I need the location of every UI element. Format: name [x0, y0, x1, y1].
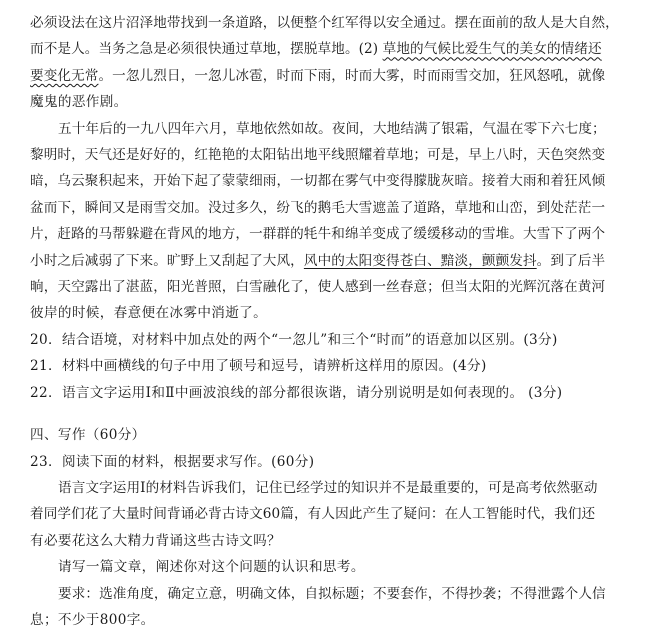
requirements-line: 息；不少于800字。: [30, 611, 155, 628]
question-21: 21．材料中画横线的句子中用了顿号和逗号，请辨析这样用的原因。(4分): [30, 358, 487, 375]
section-heading-writing: 四、写作（60分）: [30, 427, 146, 444]
material-line: 着同学们花了大量时间背诵必背古诗文60篇，有人因此产生了疑问：在人工智能时代，我们还: [30, 506, 596, 523]
passage-line: 暗，乌云聚积起来，开始下起了蒙蒙细雨，一切都在雾气中变得朦胧灰暗。接着大雨和着狂风倾: [30, 173, 606, 190]
passage-line: 片，赶路的马帮躲避在背风的地方，一群群的牦牛和绵羊变成了缓缓移动的雪堆。大雪下了两个: [30, 226, 606, 243]
passage-line: 黎明时，天气还是好好的，红艳艳的太阳钻出地平线照耀着草地；可是，早上八时，天色突然变: [30, 147, 606, 164]
passage-text: 而不是人。当务之急是必须很快通过草地，摆脱草地。(2): [30, 41, 383, 58]
question-20: 20．结合语境，对材料中加点处的两个“一忽儿”和三个“时而”的语意加以区别。(3分): [30, 331, 558, 348]
passage-line: 晌，天空露出了湛蓝，阳光普照，白雪融化了，使人感到一丝春意；但当太阳的光辉沉落在黄河: [30, 279, 606, 296]
wavy-underlined-text: 草地的气候比爱生气的美女的情绪还: [382, 41, 602, 58]
passage-line: 盆而下，瞬间又是雨雪交加。没过多久，纷飞的鹅毛大雪遮盖了道路，草地和山峦，到处茫茫一: [30, 199, 606, 216]
requirements-line: 要求：选准角度，确定立意，明确文体，自拟标题；不要套作，不得抄袭；不得泄露个人信: [58, 585, 606, 602]
passage-line: 五十年后的一九八四年六月，草地依然如故。夜间，大地结满了银霜，气温在零下六七度；: [58, 120, 606, 137]
passage-line: 彼岸的时候，春意便在冰雾中消逝了。: [30, 305, 268, 322]
passage-line: [30, 36, 636, 62]
wavy-underlined-text: 要变化无常: [30, 67, 99, 84]
passage-line: [30, 63, 636, 89]
writing-task: 请写一篇文章，阐述你对这个问题的认识和思考。: [58, 559, 365, 576]
passage-text: 。一忽儿烈日，一忽儿冰雹，时而下雨，时而大雾，时而雨雪交加，狂风怒吼，就像: [98, 67, 606, 84]
writing-prompt: 23．阅读下面的材料，根据要求写作。(60分): [30, 453, 315, 470]
underlined-sentence: 风中的太阳变得苍白、黯淡，颤颤发抖: [303, 252, 537, 269]
material-line: 语言文字运用Ⅰ的材料告诉我们，记住已经学过的知识并不是最重要的，可是高考依然驱动: [58, 479, 598, 496]
material-line: 有必要花这么大精力背诵这些古诗文吗？: [30, 532, 281, 549]
passage-line: 必须设法在这片沼泽地带找到一条道路，以便整个红军得以安全通过。摆在面前的敌人是大自然，: [30, 15, 619, 31]
passage-line: 魔鬼的恶作剧。: [30, 94, 128, 111]
question-22: 22．语言文字运用Ⅰ和Ⅱ中画波浪线的部分都很诙谐，请分别说明是如何表现的。 (3分): [30, 384, 563, 401]
passage-text: 。到了后半: [536, 252, 606, 269]
passage-text: 小时之后减弱了下来。旷野上又刮起了大风，: [30, 252, 304, 269]
passage-line: [30, 248, 636, 274]
section-gap: [30, 406, 636, 422]
